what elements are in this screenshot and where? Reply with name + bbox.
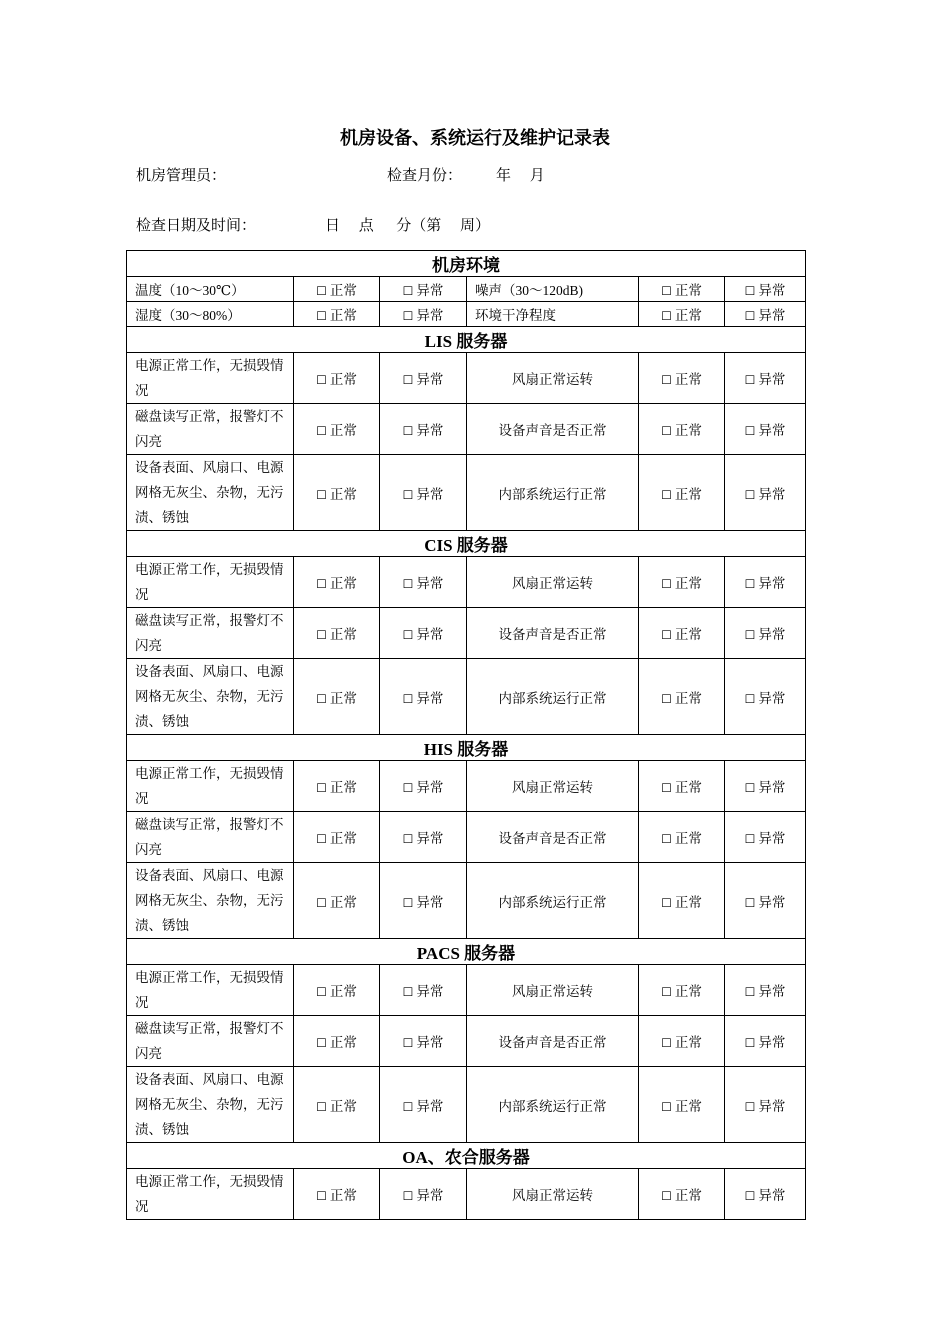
checkbox-icon[interactable]: ☐: [661, 691, 672, 706]
normal-checkbox-option[interactable]: [639, 557, 725, 608]
check-item-left: 电源正常工作，无损毁情况: [127, 761, 294, 812]
abnormal-checkbox-option[interactable]: [380, 1169, 467, 1220]
checkbox-icon[interactable]: ☐: [316, 985, 327, 999]
checkbox-label: 正常: [329, 576, 357, 591]
normal-checkbox-option[interactable]: [294, 302, 380, 327]
checkbox-icon[interactable]: ☐: [744, 628, 756, 642]
month-value: 年 月: [496, 168, 545, 184]
normal-checkbox-option[interactable]: [639, 761, 725, 812]
normal-checkbox-option[interactable]: [639, 659, 725, 735]
normal-checkbox-option[interactable]: [294, 1169, 380, 1220]
checkbox-icon[interactable]: ☐: [316, 628, 327, 642]
checkbox-label: 异常: [416, 283, 444, 298]
section-header-row: [127, 327, 806, 353]
check-item-left: 电源正常工作，无损毁情况: [127, 557, 294, 608]
checkbox-label: 正常: [329, 984, 357, 999]
checkbox-label: 正常: [674, 831, 702, 846]
checkbox-label: 异常: [416, 372, 444, 387]
abnormal-checkbox-option[interactable]: [380, 1016, 467, 1067]
normal-checkbox-option[interactable]: [639, 965, 725, 1016]
table-row: [127, 277, 806, 302]
checkbox-label: 正常: [329, 486, 357, 502]
checkbox-label: 异常: [416, 780, 444, 795]
checkbox-label: 正常: [674, 372, 702, 387]
abnormal-checkbox-option[interactable]: [380, 277, 467, 302]
checkbox-icon[interactable]: ☐: [316, 577, 327, 591]
section-title: HIS 服务器: [127, 735, 806, 761]
check-item-right: 风扇正常运转: [467, 965, 639, 1016]
check-item-right: 内部系统运行正常: [467, 863, 639, 939]
checkbox-icon[interactable]: ☐: [402, 691, 414, 706]
abnormal-checkbox-option[interactable]: [380, 812, 467, 863]
checkbox-icon[interactable]: ☐: [316, 487, 327, 502]
normal-checkbox-option[interactable]: [639, 302, 725, 327]
checkbox-label: 异常: [758, 894, 786, 910]
checkbox-label: 正常: [674, 690, 702, 706]
checkbox-icon[interactable]: ☐: [744, 1036, 756, 1050]
table-row: [127, 608, 806, 659]
checkbox-icon[interactable]: ☐: [744, 424, 756, 438]
checkbox-label: 异常: [416, 831, 444, 846]
checkbox-label: 异常: [758, 690, 786, 706]
checkbox-label: 异常: [416, 423, 444, 438]
abnormal-checkbox-option[interactable]: [725, 1016, 806, 1067]
checkbox-icon[interactable]: ☐: [402, 284, 414, 298]
checkbox-label: 异常: [758, 1188, 786, 1203]
normal-checkbox-option[interactable]: [639, 863, 725, 939]
check-item-left: 电源正常工作，无损毁情况: [127, 965, 294, 1016]
check-item-right: 设备声音是否正常: [467, 608, 639, 659]
checkbox-label: 正常: [329, 308, 357, 323]
checkbox-label: 异常: [758, 576, 786, 591]
abnormal-checkbox-option[interactable]: [380, 455, 467, 531]
checkbox-label: 异常: [758, 1098, 786, 1114]
checkbox-icon[interactable]: ☐: [744, 577, 756, 591]
abnormal-checkbox-option[interactable]: [725, 659, 806, 735]
checkbox-icon[interactable]: ☐: [744, 284, 756, 298]
checkbox-icon[interactable]: ☐: [744, 781, 756, 795]
checkbox-label: 异常: [758, 780, 786, 795]
abnormal-checkbox-option[interactable]: [380, 965, 467, 1016]
checkbox-label: 正常: [329, 372, 357, 387]
checkbox-label: 正常: [674, 486, 702, 502]
checkbox-icon[interactable]: ☐: [661, 284, 672, 298]
check-item-right: 设备声音是否正常: [467, 1016, 639, 1067]
checkbox-label: 异常: [758, 372, 786, 387]
check-item-right: 内部系统运行正常: [467, 1067, 639, 1143]
checkbox-label: 正常: [329, 423, 357, 438]
checkbox-icon[interactable]: ☐: [661, 424, 672, 438]
abnormal-checkbox-option[interactable]: [725, 557, 806, 608]
abnormal-checkbox-option[interactable]: [725, 302, 806, 327]
checkbox-icon[interactable]: ☐: [316, 895, 327, 910]
checkbox-label: 异常: [416, 1035, 444, 1050]
abnormal-checkbox-option[interactable]: [380, 557, 467, 608]
checkbox-icon[interactable]: ☐: [402, 1036, 414, 1050]
check-item-left: 磁盘读写正常，报警灯不闪亮: [127, 404, 294, 455]
normal-checkbox-option[interactable]: [639, 1067, 725, 1143]
normal-checkbox-option[interactable]: [294, 608, 380, 659]
normal-checkbox-option[interactable]: [294, 277, 380, 302]
check-item-left: 磁盘读写正常，报警灯不闪亮: [127, 608, 294, 659]
checkbox-icon[interactable]: ☐: [744, 691, 756, 706]
check-item-left: 磁盘读写正常，报警灯不闪亮: [127, 1016, 294, 1067]
checkbox-icon[interactable]: ☐: [402, 577, 414, 591]
inspection-table: [126, 250, 806, 1220]
checkbox-icon[interactable]: ☐: [402, 1099, 414, 1114]
checkbox-icon[interactable]: ☐: [744, 832, 756, 846]
date-label: 检查日期及时间：: [136, 218, 257, 234]
check-item-left: 磁盘读写正常，报警灯不闪亮: [127, 812, 294, 863]
checkbox-icon[interactable]: ☐: [402, 781, 414, 795]
checkbox-label: 异常: [416, 627, 444, 642]
check-item-left: 温度（10～30℃）: [127, 277, 294, 302]
normal-checkbox-option[interactable]: [294, 455, 380, 531]
checkbox-icon[interactable]: ☐: [661, 895, 672, 910]
checkbox-icon[interactable]: ☐: [744, 487, 756, 502]
section-title: LIS 服务器: [127, 327, 806, 353]
checkbox-label: 异常: [758, 831, 786, 846]
checkbox-icon[interactable]: ☐: [316, 1036, 327, 1050]
checkbox-icon[interactable]: ☐: [661, 487, 672, 502]
section-header-row: [127, 1143, 806, 1169]
checkbox-label: 正常: [329, 894, 357, 910]
abnormal-checkbox-option[interactable]: [380, 608, 467, 659]
checkbox-icon[interactable]: ☐: [316, 1099, 327, 1114]
checkbox-label: 正常: [329, 690, 357, 706]
checkbox-icon[interactable]: ☐: [661, 1036, 672, 1050]
abnormal-checkbox-option[interactable]: [725, 455, 806, 531]
normal-checkbox-option[interactable]: [294, 863, 380, 939]
check-item-right: 内部系统运行正常: [467, 455, 639, 531]
checkbox-label: 正常: [674, 627, 702, 642]
checkbox-icon[interactable]: ☐: [744, 373, 756, 387]
checkbox-label: 异常: [416, 576, 444, 591]
normal-checkbox-option[interactable]: [294, 1016, 380, 1067]
abnormal-checkbox-option[interactable]: [380, 353, 467, 404]
abnormal-checkbox-option[interactable]: [725, 608, 806, 659]
section-title: CIS 服务器: [127, 531, 806, 557]
normal-checkbox-option[interactable]: [639, 1016, 725, 1067]
normal-checkbox-option[interactable]: [294, 761, 380, 812]
checkbox-icon[interactable]: ☐: [316, 284, 327, 298]
checkbox-label: 正常: [329, 831, 357, 846]
check-item-left: 设备表面、风扇口、电源网格无灰尘、杂物，无污渍、锈蚀: [127, 863, 294, 939]
checkbox-icon[interactable]: ☐: [402, 895, 414, 910]
checkbox-icon[interactable]: ☐: [661, 832, 672, 846]
checkbox-label: 异常: [416, 308, 444, 323]
abnormal-checkbox-option[interactable]: [725, 353, 806, 404]
check-item-right: 设备声音是否正常: [467, 812, 639, 863]
table-row: [127, 353, 806, 404]
normal-checkbox-option[interactable]: [294, 965, 380, 1016]
abnormal-checkbox-option[interactable]: [725, 863, 806, 939]
date-value: 日 点 分（第 周）: [325, 218, 491, 234]
check-item-right: 内部系统运行正常: [467, 659, 639, 735]
table-row: [127, 812, 806, 863]
table-row: [127, 761, 806, 812]
checkbox-label: 异常: [416, 1188, 444, 1203]
checkbox-label: 异常: [758, 283, 786, 298]
check-item-left: 电源正常工作，无损毁情况: [127, 1169, 294, 1220]
section-header-row: [127, 939, 806, 965]
table-row: [127, 1016, 806, 1067]
section-title: OA、农合服务器: [127, 1143, 806, 1169]
check-item-right: 风扇正常运转: [467, 1169, 639, 1220]
checkbox-icon[interactable]: ☐: [661, 781, 672, 795]
check-item-right: 风扇正常运转: [467, 353, 639, 404]
checkbox-label: 异常: [416, 1098, 444, 1114]
table-row: [127, 404, 806, 455]
section-title: PACS 服务器: [127, 939, 806, 965]
normal-checkbox-option[interactable]: [294, 812, 380, 863]
checkbox-icon[interactable]: ☐: [744, 309, 756, 323]
checkbox-label: 正常: [329, 780, 357, 795]
checkbox-label: 正常: [674, 1098, 702, 1114]
checkbox-label: 异常: [758, 1035, 786, 1050]
checkbox-label: 异常: [758, 984, 786, 999]
normal-checkbox-option[interactable]: [639, 812, 725, 863]
abnormal-checkbox-option[interactable]: [725, 277, 806, 302]
abnormal-checkbox-option[interactable]: [380, 863, 467, 939]
checkbox-icon[interactable]: ☐: [402, 628, 414, 642]
table-row: [127, 965, 806, 1016]
abnormal-checkbox-option[interactable]: [725, 965, 806, 1016]
table-row: [127, 863, 806, 939]
checkbox-icon[interactable]: ☐: [316, 373, 327, 387]
normal-checkbox-option[interactable]: [639, 455, 725, 531]
normal-checkbox-option[interactable]: [294, 557, 380, 608]
checkbox-label: 正常: [329, 1098, 357, 1114]
checkbox-label: 异常: [758, 627, 786, 642]
checkbox-label: 异常: [758, 486, 786, 502]
checkbox-label: 正常: [674, 894, 702, 910]
check-item-right: 设备声音是否正常: [467, 404, 639, 455]
normal-checkbox-option[interactable]: [294, 1067, 380, 1143]
table-row: [127, 1067, 806, 1143]
table-row: [127, 455, 806, 531]
checkbox-icon[interactable]: ☐: [316, 424, 327, 438]
checkbox-icon[interactable]: ☐: [402, 487, 414, 502]
normal-checkbox-option[interactable]: [294, 659, 380, 735]
check-item-left: 电源正常工作，无损毁情况: [127, 353, 294, 404]
section-header-row: [127, 531, 806, 557]
checkbox-label: 异常: [758, 423, 786, 438]
check-item-right: 环境干净程度: [467, 302, 639, 327]
checkbox-icon[interactable]: ☐: [744, 895, 756, 910]
normal-checkbox-option[interactable]: [639, 608, 725, 659]
check-item-left: 设备表面、风扇口、电源网格无灰尘、杂物，无污渍、锈蚀: [127, 1067, 294, 1143]
normal-checkbox-option[interactable]: [294, 404, 380, 455]
checkbox-label: 正常: [329, 283, 357, 298]
normal-checkbox-option[interactable]: [639, 353, 725, 404]
abnormal-checkbox-option[interactable]: [380, 761, 467, 812]
table-row: [127, 659, 806, 735]
checkbox-label: 异常: [416, 690, 444, 706]
abnormal-checkbox-option[interactable]: [725, 1067, 806, 1143]
checkbox-label: 正常: [674, 1188, 702, 1203]
checkbox-label: 异常: [416, 486, 444, 502]
checkbox-label: 正常: [674, 1035, 702, 1050]
checkbox-label: 正常: [674, 423, 702, 438]
abnormal-checkbox-option[interactable]: [380, 404, 467, 455]
checkbox-icon[interactable]: ☐: [744, 985, 756, 999]
checkbox-icon[interactable]: ☐: [402, 985, 414, 999]
checkbox-icon[interactable]: ☐: [316, 832, 327, 846]
check-item-left: 设备表面、风扇口、电源网格无灰尘、杂物，无污渍、锈蚀: [127, 455, 294, 531]
table-row: [127, 302, 806, 327]
table-row: [127, 1169, 806, 1220]
abnormal-checkbox-option[interactable]: [725, 1169, 806, 1220]
checkbox-label: 异常: [416, 984, 444, 999]
checkbox-label: 正常: [674, 984, 702, 999]
abnormal-checkbox-option[interactable]: [380, 659, 467, 735]
checkbox-label: 正常: [674, 283, 702, 298]
checkbox-label: 正常: [674, 780, 702, 795]
check-item-left: 湿度（30～80%）: [127, 302, 294, 327]
checkbox-icon[interactable]: ☐: [402, 424, 414, 438]
normal-checkbox-option[interactable]: [294, 353, 380, 404]
checkbox-icon[interactable]: ☐: [661, 985, 672, 999]
abnormal-checkbox-option[interactable]: [725, 761, 806, 812]
normal-checkbox-option[interactable]: [639, 1169, 725, 1220]
checkbox-icon[interactable]: ☐: [402, 1189, 414, 1203]
table-row: [127, 557, 806, 608]
abnormal-checkbox-option[interactable]: [380, 302, 467, 327]
checkbox-label: 正常: [329, 1188, 357, 1203]
checkbox-icon[interactable]: ☐: [402, 309, 414, 323]
checkbox-icon[interactable]: ☐: [661, 1189, 672, 1203]
check-item-right: 噪声（30～120dB): [467, 277, 639, 302]
normal-checkbox-option[interactable]: [639, 277, 725, 302]
checkbox-icon[interactable]: ☐: [316, 781, 327, 795]
checkbox-icon[interactable]: ☐: [316, 309, 327, 323]
checkbox-label: 异常: [416, 894, 444, 910]
section-title: 机房环境: [127, 251, 806, 277]
checkbox-icon[interactable]: ☐: [661, 577, 672, 591]
check-item-left: 设备表面、风扇口、电源网格无灰尘、杂物，无污渍、锈蚀: [127, 659, 294, 735]
checkbox-label: 异常: [758, 308, 786, 323]
checkbox-label: 正常: [329, 1035, 357, 1050]
checkbox-icon[interactable]: ☐: [661, 373, 672, 387]
checkbox-label: 正常: [329, 627, 357, 642]
abnormal-checkbox-option[interactable]: [725, 404, 806, 455]
abnormal-checkbox-option[interactable]: [725, 812, 806, 863]
checkbox-icon[interactable]: ☐: [744, 1099, 756, 1114]
section-header-row: [127, 735, 806, 761]
checkbox-icon[interactable]: ☐: [661, 628, 672, 642]
checkbox-icon[interactable]: ☐: [744, 1189, 756, 1203]
checkbox-icon[interactable]: ☐: [402, 373, 414, 387]
normal-checkbox-option[interactable]: [639, 404, 725, 455]
checkbox-icon[interactable]: ☐: [661, 309, 672, 323]
admin-label: 机房管理员：: [136, 168, 227, 184]
checkbox-icon[interactable]: ☐: [316, 691, 327, 706]
check-item-right: 风扇正常运转: [467, 761, 639, 812]
checkbox-label: 正常: [674, 308, 702, 323]
abnormal-checkbox-option[interactable]: [380, 1067, 467, 1143]
month-label: 检查月份：: [387, 168, 463, 184]
checkbox-icon[interactable]: ☐: [402, 832, 414, 846]
checkbox-icon[interactable]: ☐: [316, 1189, 327, 1203]
check-item-right: 风扇正常运转: [467, 557, 639, 608]
page-title: 机房设备、系统运行及维护记录表: [340, 128, 610, 148]
section-header-row: [127, 251, 806, 277]
checkbox-icon[interactable]: ☐: [661, 1099, 672, 1114]
checkbox-label: 正常: [674, 576, 702, 591]
